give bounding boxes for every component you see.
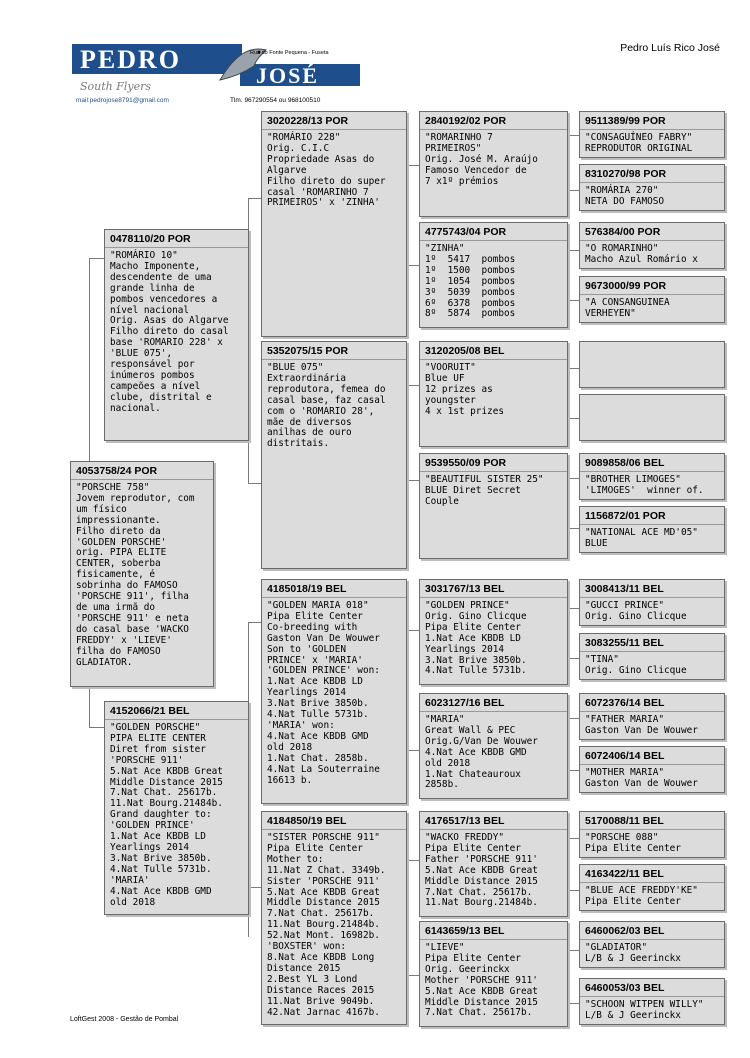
logo-phone: Tlm. 967290554 ou 968100510 (230, 97, 321, 104)
ring-number: 3083255/11 BEL (580, 634, 724, 652)
bird-description: "CONSAGUÍNEO FABRY" REPRODUTOR ORIGINAL (585, 132, 693, 154)
ring-number: 6460053/03 BEL (580, 979, 724, 997)
connector-line (248, 198, 261, 199)
connector-line (569, 838, 579, 839)
logo-name-right: JOSÉ (256, 63, 320, 88)
bird-description: "GOLDEN MARIA 018" Pipa Elite Center Co-breeding with Gaston Van De Wouwer Son to 'GOLDEN PRINCE' x 'MARIA' 'GOLDEN PRINCE' won: 1.Nat Ace KBDB LD Yearlings 2014 3.Nat Brive 3850b. 4.Nat Tulle 5731b. 'MARIA' won: 4.Nat Ace KBDB GMD old 2018 1.Nat Chat. 2858b. 4.Nat La Souterraine 16613 b. (267, 600, 380, 786)
connector-line (569, 135, 570, 170)
pedigree-card-dam-sire (261, 579, 407, 804)
connector-line (89, 258, 104, 259)
connector-line (408, 860, 419, 861)
connector-line (248, 887, 261, 888)
logo-graphic (70, 40, 370, 106)
connector-line (89, 258, 90, 462)
connector-line (408, 385, 419, 386)
ring-number: 3031767/13 BEL (420, 580, 567, 598)
bird-description: "ROMÁRIO 228" Orig. C.I.C Propriedade Asas do Algarve Filho direto do super casal 'ROMARINHO 7 PRIMEIROS' x 'ZINHA' (267, 132, 386, 209)
bird-description: "GLADIATOR" L/B & J Geerinckx (585, 942, 681, 964)
bird-description: "GUCCI PRINCE" Orig. Gino Clicque (585, 600, 687, 622)
ring-number: 0478110/20 POR (105, 230, 248, 248)
bird-description: "NATIONAL ACE MD'05" BLUE (585, 527, 698, 549)
connector-line (569, 190, 579, 191)
connector-line (569, 950, 570, 978)
pedigree-card-g5-15 (579, 921, 725, 968)
pedigree-card-g5-4 (579, 276, 725, 323)
connector-line (408, 265, 419, 266)
connector-line (569, 170, 570, 190)
connector-line (408, 435, 409, 480)
bird-description: "GOLDEN PORSCHE" PIPA ELITE CENTER Diret from sister 'PORSCHE 911' 5.Nat Ace KBDB Great Middle Distance 2015 7.Nat Chat. 25617b. 11.Nat Bourg.21484b. Grand daughter to: 'GOLDEN PRINCE' 1.Nat Ace KBDB LD Yearlings 2014 3.Nat Brive 3850b. 4.Nat Tulle 5731b. 'MARIA' 4.Nat Ace KBDB GMD old 2018 (110, 722, 223, 908)
pedigree-card-g5-13 (579, 811, 725, 858)
connector-line (569, 478, 570, 503)
ring-number: 4163422/11 BEL (580, 865, 724, 883)
bird-description: "BEAUTIFUL SISTER 25" BLUE Diret Secret Couple (425, 474, 544, 507)
connector-line (569, 978, 570, 1003)
pedigree-card-sire (104, 229, 249, 441)
connector-line (248, 443, 249, 483)
connector-line (569, 300, 579, 301)
pedigree-card-g4-5 (419, 579, 568, 685)
bird-description: "WACKO FREDDY" Pipa Elite Center Father 'PORSCHE 911' 5.Nat Ace KBDB Great Middle Distance 2015 7.Nat Chat. 25617b. 11.Nat Bourg.21484b. (425, 832, 538, 909)
logo-tagline: South Flyers (80, 80, 152, 93)
bird-description: "ROMÁRIA 270" NETA DO FAMOSO (585, 185, 665, 207)
logo-name-left: PEDRO (80, 45, 181, 74)
connector-line (408, 480, 419, 481)
ring-number: 4176517/13 BEL (420, 812, 567, 830)
ring-number: 4184850/19 BEL (262, 812, 406, 830)
connector-line (248, 483, 261, 484)
ring-number: 5352075/15 POR (262, 342, 406, 360)
logo-email: mail:pedrojose8791@gmail.com (76, 97, 169, 104)
bird-description: "SCHOON WITPEN WILLY" L/B & J Geerinckx (585, 999, 704, 1021)
connector-line (408, 385, 409, 435)
ring-number: 6072406/14 BEL (580, 747, 724, 765)
connector-line (569, 608, 570, 633)
connector-line (569, 1003, 579, 1004)
connector-line (408, 630, 409, 675)
connector-line (89, 727, 104, 728)
pedigree-card-g5-7 (579, 453, 725, 500)
connector-line (569, 658, 579, 659)
ring-number: 5170088/11 BEL (580, 812, 724, 830)
pedigree-card-g4-1 (419, 111, 568, 217)
connector-line (569, 368, 570, 388)
pedigree-card-subject (70, 461, 214, 687)
connector-line (248, 622, 261, 623)
ring-number: 6023127/16 BEL (420, 694, 567, 712)
ring-number: 3008413/11 BEL (580, 580, 724, 598)
connector-line (569, 718, 579, 719)
pedigree-card-g5-2 (579, 164, 725, 211)
bird-description: "PORSCHE 088" Pipa Elite Center (585, 832, 681, 854)
ring-number: 1156872/01 POR (580, 507, 724, 525)
bird-description (580, 395, 724, 398)
pedigree-card-g5-11 (579, 693, 725, 740)
bird-description: "PORSCHE 758" Jovem reprodutor, com um físico impressionante. Filho direto da 'GOLDEN PORSCHE' orig. PIPA ELITE CENTER, soberba fisicamente, é sobrinha do FAMOSO 'PORSCHE 911', filha de uma irmã do 'PORSCHE 911' e neta do casal base 'WACKO FREDDY' x 'LIEVE' filha do FAMOSO GLADIATOR. (76, 482, 195, 668)
pedigree-card-dam (104, 701, 249, 915)
bird-description: "ROMARINHO 7 PRIMEIROS" Orig. José M. Araújo Famoso Vencedor de 7 x1º prémios (425, 132, 538, 187)
bird-description: "SISTER PORSCHE 911" Pipa Elite Center Mother to: 11.Nat Z Chat. 3349b. Sister 'PORSCHE 911' 5.Nat Ace KBDB Great Middle Distance 2015 7.Nat Chat. 25617b. 11.Nat Bourg.21484b. 52.Nat Mont. 16982b. 'BOXSTER' won: 8.Nat Ace KBDB Long Distance 2015 2.Best YL 3 Lond Distance Races 2015 11.Nat Brive 9049b. 42.Nat Jarnac 4167b. (267, 832, 386, 1018)
pedigree-card-g5-16 (579, 978, 725, 1025)
ring-number: 3120205/08 BEL (420, 342, 567, 360)
pedigree-card-g4-2 (419, 222, 568, 328)
bird-description: "BLUE ACE FREDDY'KE" Pipa Elite Center (585, 885, 698, 907)
ring-number: 4053758/24 POR (71, 462, 213, 480)
connector-line (569, 250, 570, 270)
connector-line (569, 718, 570, 743)
pedigree-card-g5-3 (579, 222, 725, 269)
connector-line (569, 770, 579, 771)
ring-number: 4775743/04 POR (420, 223, 567, 241)
bird-description: "O ROMARINHO" Macho Azul Romário x (585, 243, 698, 265)
ring-number: 4185018/19 BEL (262, 580, 406, 598)
connector-line (408, 860, 409, 915)
connector-line (569, 863, 570, 890)
connector-line (89, 687, 90, 727)
ring-number: 9539550/09 POR (420, 454, 567, 472)
connector-line (408, 210, 409, 265)
connector-line (569, 270, 570, 300)
bird-description: "LIEVE" Pipa Elite Center Orig. Geerinckx Mother 'PORSCHE 911' 5.Nat Ace KBDB Great Middle Distance 2015 7.Nat Chat. 25617b. (425, 942, 538, 1019)
connector-line (569, 743, 570, 770)
connector-line (569, 368, 579, 369)
pedigree-card-g4-6 (419, 693, 568, 799)
ring-number: 576384/00 POR (580, 223, 724, 241)
connector-line (408, 750, 419, 751)
connector-line (569, 890, 579, 891)
pedigree-card-dam-dam (261, 811, 407, 1025)
bird-description: "A CONSANGUINEA VERHEYEN" (585, 297, 670, 319)
connector-line (569, 503, 570, 528)
connector-line (248, 622, 249, 702)
pedigree-card-g5-8 (579, 506, 725, 553)
ring-number: 6072376/14 BEL (580, 694, 724, 712)
ring-number: 2840192/02 POR (420, 112, 567, 130)
footer-text: LoftGest 2008 - Gestão de Pombal (70, 1016, 179, 1023)
connector-line (569, 135, 579, 136)
ring-number: 9089858/06 BEL (580, 454, 724, 472)
ring-number: 9511389/99 POR (580, 112, 724, 130)
connector-line (569, 838, 570, 863)
connector-line (569, 633, 570, 658)
bird-description: "BROTHER LIMOGES" 'LIMOGES' winner of. (585, 474, 704, 496)
ring-number: 6143659/13 BEL (420, 922, 567, 940)
ring-number: 9673000/99 POR (580, 277, 724, 295)
connector-line (408, 165, 409, 210)
connector-line (408, 975, 419, 976)
bird-description (580, 342, 724, 345)
ring-number: 4152066/21 BEL (105, 702, 248, 720)
bird-description: "ROMÁRIO 10" Macho Imponente, descendente de uma grande linha de pombos vencedores a nível nacional Orig. Asas do Algarve Filho direto do casal base 'ROMARIO 228' x 'BLUE 075', responsável por inúmeros pombos campeões a nível clube, distrital e nacional. (110, 250, 229, 414)
pedigree-card-g5-10 (579, 633, 725, 680)
bird-description: "VOORUIT" Blue UF 12 prizes as youngster 4 x 1st prizes (425, 362, 505, 417)
bird-description: "MOTHER MARIA" Gaston Van de Wouwer (585, 767, 698, 789)
logo-address: Rua do Fonte Pequena - Fuseta (250, 50, 329, 56)
bird-description: "TINA" Orig. Gino Clicque (585, 654, 687, 676)
connector-line (569, 478, 579, 479)
pedigree-card-g5-6-empty (579, 394, 725, 441)
bird-description: "MARIA" Great Wall & PEC Orig.G/Van De Wouwer 4.Nat Ace KBDB GMD old 2018 1.Nat Chateauroux 2858b. (425, 714, 538, 791)
pedigree-card-g4-3 (419, 341, 568, 447)
ring-number: 8310270/98 POR (580, 165, 724, 183)
pedigree-card-g5-12 (579, 746, 725, 793)
pedigree-card-g4-7 (419, 811, 568, 917)
pedigree-card-g4-4 (419, 453, 568, 559)
pedigree-card-g5-14 (579, 864, 725, 911)
bird-description: "BLUE 075" Extraordinária reprodutora, femea do casal base, faz casal com o 'ROMARIO 28', mãe de diversos anilhas de ouro distritais. (267, 362, 386, 450)
pedigree-card-g4-8 (419, 921, 568, 1027)
connector-line (408, 165, 419, 166)
connector-line (569, 250, 579, 251)
ring-number: 3020228/13 POR (262, 112, 406, 130)
connector-line (408, 915, 409, 975)
bird-description: "GOLDEN PRINCE" Orig. Gino Clicque Pipa Elite Center 1.Nat Ace KBDB LD Yearlings 2014 3.Nat Brive 3850b. 4.Nat Tulle 5731b. (425, 600, 527, 677)
connector-line (408, 675, 409, 750)
owner-name: Pedro Luís Rico José (620, 42, 720, 54)
pedigree-card-sire-sire (261, 111, 407, 337)
pedigree-card-g5-1 (579, 111, 725, 158)
pedro-jose-logo (70, 40, 370, 106)
connector-line (408, 630, 419, 631)
pedigree-card-sire-dam (261, 341, 407, 569)
pedigree-card-g5-5-empty (579, 341, 725, 388)
bird-description: "FATHER MARIA" Gaston Van De Wouwer (585, 714, 698, 736)
ring-number: 6460062/03 BEL (580, 922, 724, 940)
bird-description: "ZINHA" 1º 5417 pombos 1º 1500 pombos 1º 1054 pombos 3º 5039 pombos 6º 6378 pombos 8º 5874 pombos (425, 243, 516, 320)
connector-line (569, 608, 579, 609)
pedigree-card-g5-9 (579, 579, 725, 626)
connector-line (569, 418, 579, 419)
connector-line (569, 950, 579, 951)
connector-line (569, 528, 579, 529)
connector-line (569, 388, 570, 418)
